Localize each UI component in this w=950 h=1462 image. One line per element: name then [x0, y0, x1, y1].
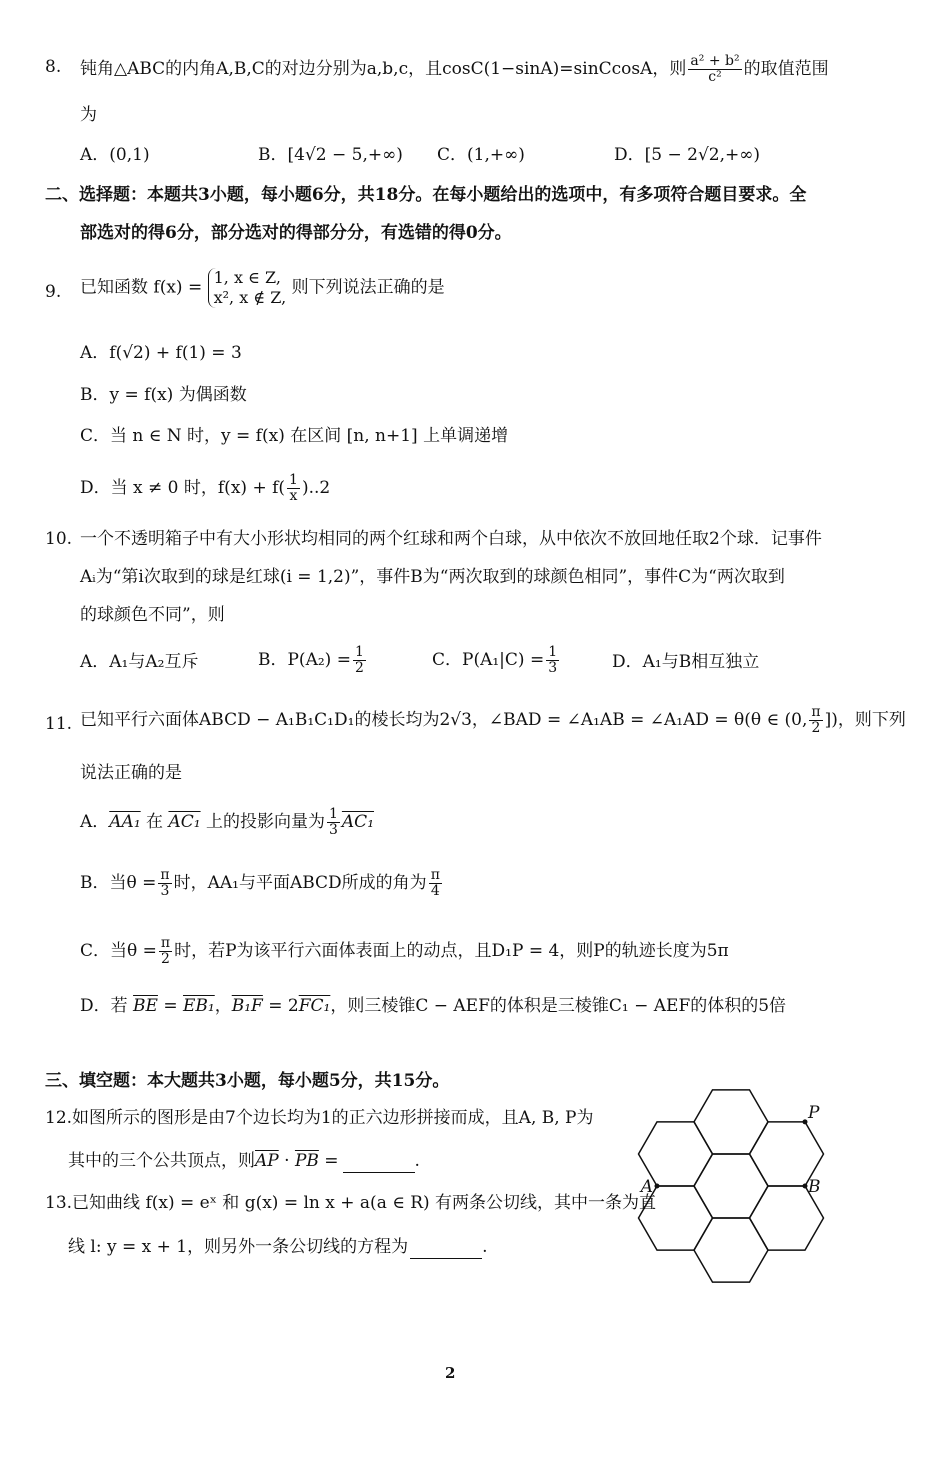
q11-line1-fraction — [809, 705, 822, 736]
q11-option-c-fraction — [159, 936, 172, 967]
q11-option-d — [80, 995, 786, 1017]
q11-option-d-eq2: = 2 — [262, 996, 299, 1016]
q9-option-d — [80, 473, 330, 504]
q13-line1: 13.已知曲线 f(x) = eˣ 和 g(x) = ln x + a(a ∈ R) 有两条公切线，其中一条为直 — [45, 1193, 657, 1213]
q10-option-c-num: 1 — [548, 644, 558, 660]
q10-line2: Aᵢ为“第i次取到的球是红球(i = 1,2)”，事件B为“两次取到的球颜色相同”，事件C为“两次取到 — [80, 567, 785, 587]
q8-frac-numerator: a² + b² — [690, 53, 740, 69]
q10-option-b-den: 2 — [354, 660, 364, 676]
q11-line1-den: 2 — [811, 720, 821, 736]
q11-option-b-mid: 时，AA₁与平面ABCD所成的角为 — [173, 873, 427, 893]
q11-option-c-den: 2 — [161, 951, 170, 967]
q11-option-d-vector-eb1: EB₁ — [183, 996, 215, 1016]
q11-option-a-num: 1 — [328, 806, 338, 822]
q10-number: 10. — [45, 529, 73, 549]
q9-stem-text: 已知函数 f(x) = — [80, 277, 203, 298]
q8-option-a: A．(0,1) — [80, 145, 150, 165]
q11-line1-num: π — [811, 704, 821, 720]
q9-stem — [80, 268, 445, 308]
q9-option-c: C．当 n ∈ N 时，y = f(x) 在区间 [n, n+1] 上单调递增 — [80, 426, 509, 446]
q13-period: . — [482, 1237, 488, 1257]
q10-option-a: A．A₁与A₂互斥 — [80, 652, 199, 672]
label-a: A — [640, 1177, 653, 1197]
page-number: 2 — [445, 1364, 456, 1382]
q11-option-a-fraction — [327, 807, 340, 838]
q8-stem — [80, 54, 829, 85]
q11-option-c-tail: 时，若P为该平行六面体表面上的动点，且D₁P = 4，则P的轨迹长度为5π — [174, 941, 729, 961]
q11-option-b-num: π — [160, 867, 170, 883]
q8-option-b: B．[4√2 − 5,+∞) — [258, 145, 403, 165]
q12-line2-text: 其中的三个公共顶点，则 — [68, 1151, 255, 1171]
q12-dot: · — [278, 1151, 295, 1171]
q11-option-b — [80, 868, 444, 899]
q11-option-d-tail: ，则三棱锥C − AEF的体积是三棱锥C₁ − AEF的体积的5倍 — [330, 996, 787, 1016]
q11-option-d-vector-b1f: B₁F — [231, 996, 263, 1016]
q10-option-b-fraction — [353, 645, 366, 676]
q11-option-d-eq1: = — [157, 996, 184, 1016]
q11-option-a — [80, 807, 374, 838]
q9-stem-tail: 则下列说法正确的是 — [291, 277, 445, 298]
q10-option-b-num: 1 — [354, 644, 364, 660]
q10-line3: 的球颜色不同”，则 — [80, 605, 225, 625]
q11-option-a-den: 3 — [328, 822, 338, 838]
q12-line2 — [68, 1150, 420, 1173]
q9-option-d-den: x — [289, 488, 298, 504]
q11-number: 11. — [45, 714, 73, 734]
q10-option-b — [258, 645, 368, 676]
q11-option-d-vector-fc1: FC₁ — [298, 996, 331, 1016]
q10-option-d: D．A₁与B相互独立 — [612, 652, 760, 672]
hexagon-center — [694, 1154, 768, 1218]
q11-option-c — [80, 936, 729, 967]
q11-line2: 说法正确的是 — [80, 763, 182, 783]
q11-option-a-vector-ac1: AC₁ — [168, 812, 201, 832]
q8-fraction — [688, 54, 741, 85]
q11-option-a-vector-aa1: AA₁ — [109, 812, 141, 832]
q11-option-b-den: 3 — [160, 883, 170, 899]
point-p — [803, 1119, 808, 1124]
q10-line1: 一个不透明箱子中有大小形状均相同的两个红球和两个白球，从中依次不放回地任取2个球．记事件 — [80, 529, 822, 549]
q12-equals: = — [318, 1151, 339, 1171]
q8-option-c: C．(1,+∞) — [437, 145, 525, 165]
q8-option-d: D．[5 − 2√2,+∞) — [614, 145, 761, 165]
q9-option-b: B．y = f(x) 为偶函数 — [80, 385, 247, 405]
q12-vector-pb: $\overline{PB}$ — [294, 1151, 319, 1171]
q9-option-d-fraction — [287, 473, 300, 504]
section3-heading: 三、填空题：本大题共3小题，每小题5分，共15分。 — [45, 1071, 450, 1091]
q8-number: 8. — [45, 57, 62, 77]
q11-option-d-comma: ， — [214, 996, 232, 1016]
q13-line2 — [68, 1236, 488, 1259]
q12-period: . — [414, 1151, 420, 1171]
q9-option-d-num: 1 — [289, 472, 298, 488]
hexagon-bottom — [694, 1218, 768, 1282]
q10-option-c — [432, 645, 561, 676]
q11-option-b-den2: 4 — [430, 883, 440, 899]
q12-line1: 12.如图所示的图形是由7个边长均为1的正六边形拼接而成，且A, B, P为 — [45, 1108, 594, 1128]
q11-option-a-text1: 在 — [140, 812, 169, 832]
q13-answer-blank[interactable] — [410, 1236, 482, 1259]
q11-option-d-vector-be: $\overline{BE}$ — [133, 996, 158, 1016]
point-b — [803, 1184, 808, 1189]
hexagon-figure — [628, 1075, 834, 1297]
label-b: B — [808, 1177, 821, 1197]
q11-option-b-fraction — [158, 868, 171, 899]
section2-heading-line2: 部选对的得6分，部分选对的得部分分，有选错的得0分。 — [80, 223, 512, 243]
q9-option-a: A．f(√2) + f(1) = 3 — [80, 343, 242, 363]
q9-option-d-tail: )..2 — [301, 478, 331, 498]
q11-option-d-label: D．若 — [80, 996, 134, 1016]
q8-stem-text: 钝角△ABC的内角A,B,C的对边分别为a,b,c，且cosC(1−sinA)=sinCcosA，则 — [80, 59, 687, 79]
q10-option-c-den: 3 — [548, 660, 558, 676]
q10-option-c-fraction — [546, 645, 559, 676]
q9-case-2: x², x ∉ Z, — [213, 288, 287, 307]
q13-line2-text: 线 l: y = x + 1，则另外一条公切线的方程为 — [68, 1237, 409, 1257]
hexagon-top — [694, 1090, 768, 1154]
q11-option-a-text2: 上的投影向量为 — [200, 812, 325, 832]
point-a — [655, 1184, 660, 1189]
q11-option-b-fraction2 — [429, 868, 442, 899]
q9-option-d-text: D．当 x ≠ 0 时，f(x) + f( — [80, 478, 286, 498]
hexagon-group — [639, 1090, 824, 1282]
q11-option-b-num2: π — [430, 867, 440, 883]
q10-option-b-text: B．P(A₂) = — [258, 650, 351, 670]
section2-heading-line1: 二、选择题：本题共3小题，每小题6分，共18分。在每小题给出的选项中，有多项符合题目要求。全 — [45, 185, 807, 205]
label-p: P — [808, 1102, 820, 1123]
q11-option-a-label: A． — [80, 812, 110, 832]
q11-option-c-text: C．当θ = — [80, 941, 157, 961]
q8-stem-cont: 为 — [80, 105, 97, 125]
q8-stem-tail: 的取值范围 — [743, 59, 829, 79]
q9-piecewise — [208, 268, 287, 308]
q9-case-1: 1, x ∈ Z, — [213, 268, 281, 287]
q9-number: 9. — [45, 282, 62, 302]
q10-option-c-text: C．P(A₁|C) = — [432, 650, 545, 670]
q11-option-c-num: π — [160, 935, 171, 951]
q11-line1-text: 已知平行六面体ABCD − A₁B₁C₁D₁的棱长均为2√3，∠BAD = ∠A₁AB = ∠A₁AD = θ(θ ∈ (0, — [80, 710, 808, 730]
q12-vector-ap: $\overline{AP}$ — [255, 1151, 279, 1171]
q11-option-a-vector-ac1-2: AC₁ — [341, 812, 375, 832]
q11-option-b-text: B．当θ = — [80, 873, 157, 893]
q8-frac-denominator: c² — [708, 69, 722, 85]
q12-answer-blank[interactable] — [343, 1150, 415, 1173]
q11-line1-tail: ])，则下列 — [824, 710, 906, 730]
q11-line1 — [80, 705, 906, 736]
